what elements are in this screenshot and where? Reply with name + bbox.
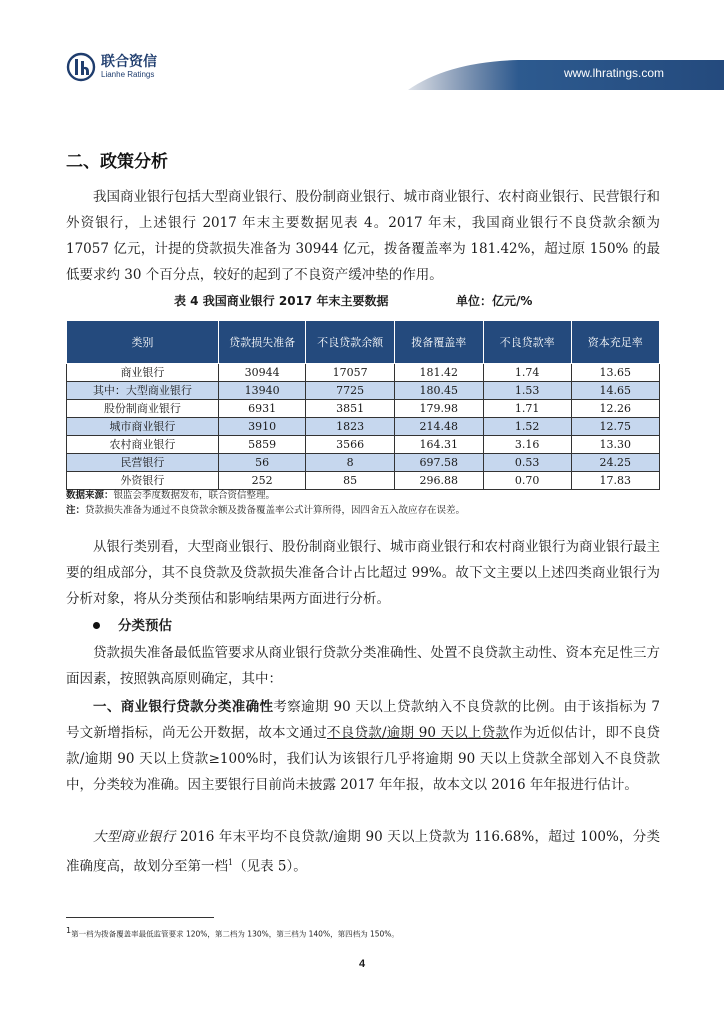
table-row (67, 418, 660, 436)
loan-classification-paragraph (66, 694, 660, 798)
col-header-category: 类别 (67, 321, 219, 364)
paragraph-text: 2016 年末平均不良贷款/逾期 90 天以上贷款为 116.68%，超过 100%，分类准确度高，故划分至第一档 (66, 829, 660, 875)
table-cell: 3910 (218, 418, 306, 436)
table-cell: 其中：大型商业银行 (67, 382, 219, 400)
table-cell: 181.42 (394, 364, 483, 382)
table-cell: 252 (218, 472, 306, 490)
table-cell: 296.88 (394, 472, 483, 490)
brand-name-en: Lianhe Ratings (101, 69, 155, 79)
table-cell: 85 (306, 472, 395, 490)
table-cell: 164.31 (394, 436, 483, 454)
table-row (67, 382, 660, 400)
table-cell: 214.48 (394, 418, 483, 436)
large-bank-paragraph (66, 824, 660, 880)
table-cell: 5859 (218, 436, 306, 454)
website-url[interactable]: www.lhratings.com (563, 66, 664, 80)
table-cell: 3566 (306, 436, 395, 454)
table-note-label: 注： (66, 505, 86, 516)
intro-paragraph: 我国商业银行包括大型商业银行、股份制商业银行、城市商业银行、农村商业银行、民营银行和外资银行，上述银行 2017 年末主要数据见表 4。2017 年末，我国商业银行不良贷款余额为 17057 亿元，计提的贷款损失准备为 30944 亿元，拨备覆盖率为 181.42%，超过原 150% 的最低要求约 30 个百分点，较好的起到了不良资产缓冲垫的作用。 (66, 189, 660, 283)
table-cell: 180.45 (394, 382, 483, 400)
paragraph-text-b: 作为近似估计，即不良贷款/逾期 90 天以上贷款≥100%时，我们认为该银行几乎将逾期 90 天以上贷款全部划入不良贷款中，分类较为准确。因主要银行目前尚未披露 2017 年年报，故本文以 2016 年年报进行估计。 (66, 725, 661, 793)
col-header-capital-adequacy: 资本充足率 (571, 321, 659, 364)
table-cell: 农村商业银行 (67, 436, 219, 454)
table-row (67, 454, 660, 472)
table-cell: 17.83 (571, 472, 659, 490)
table-cell: 3.16 (483, 436, 571, 454)
table-row (67, 436, 660, 454)
paragraph-italic-lead: 大型商业银行 (93, 829, 176, 845)
bullet-heading-label: 分类预估 (118, 618, 172, 634)
table-cell: 1.52 (483, 418, 571, 436)
data-source-label: 数据来源： (66, 490, 114, 501)
table-cell: 1.74 (483, 364, 571, 382)
main-content (66, 150, 661, 875)
table-notes (66, 488, 465, 518)
paragraph-text-a: 考察逾期 90 天以上贷款纳入不良贷款的比例。由于该指标为 7 号文新增指标，尚无公开数据，故本文通过 (66, 699, 661, 741)
footnote-marker: 1 (66, 926, 72, 935)
table-cell: 8 (306, 454, 395, 472)
paragraph-bold-lead: 一、商业银行贷款分类准确性 (93, 699, 274, 715)
table-cell: 13.65 (571, 364, 659, 382)
paragraph-tail: （见表 5）。 (233, 858, 307, 875)
table-row (67, 400, 660, 418)
brand-name-cn: 联合资信 (101, 53, 157, 70)
table-cell: 12.26 (571, 400, 659, 418)
table-cell: 24.25 (571, 454, 659, 472)
page-header (0, 0, 724, 100)
table-unit: 单位：亿元/% (456, 294, 533, 308)
table-cell: 7725 (306, 382, 395, 400)
col-header-npl-balance: 不良贷款余额 (306, 321, 395, 364)
table-cell: 12.75 (571, 418, 659, 436)
col-header-npl-ratio: 不良贷款率 (483, 321, 571, 364)
footnote-reference[interactable]: 1 (228, 858, 234, 867)
footnote-text: 第一档为拨备覆盖率最低监管要求 120%，第二档为 130%，第三档为 140%，第四档为 150%。 (71, 929, 399, 939)
classification-intro-paragraph: 贷款损失准备最低监管要求从商业银行贷款分类准确性、处置不良贷款主动性、资本充足性三方面因素，按照孰高原则确定，其中： (66, 645, 660, 687)
bank-data-table (66, 320, 660, 490)
table-cell: 56 (218, 454, 306, 472)
table-cell: 13.30 (571, 436, 659, 454)
table-cell: 6931 (218, 400, 306, 418)
table-cell: 13940 (218, 382, 306, 400)
footnote (66, 926, 399, 940)
table-cell: 697.58 (394, 454, 483, 472)
table-cell: 城市商业银行 (67, 418, 219, 436)
col-header-loss-reserve: 贷款损失准备 (218, 321, 306, 364)
brand-logo (66, 52, 157, 82)
col-header-provision-coverage: 拨备覆盖率 (394, 321, 483, 364)
data-source-line (66, 488, 465, 503)
table-cell: 1823 (306, 418, 395, 436)
table-header-row (67, 321, 660, 364)
brand-logo-icon (66, 52, 96, 82)
footnote-divider (66, 917, 214, 918)
data-source-text: 银监会季度数据发布，联合资信整理。 (113, 490, 276, 501)
table-cell: 17057 (306, 364, 395, 382)
bullet-dot-icon (93, 622, 100, 629)
table-cell: 股份制商业银行 (67, 400, 219, 418)
table-cell: 0.70 (483, 472, 571, 490)
table-cell: 14.65 (571, 382, 659, 400)
analysis-paragraph: 从银行类别看，大型商业银行、股份制商业银行、城市商业银行和农村商业银行为商业银行最主要的组成部分，其不良贷款及贷款损失准备合计占比超过 99%。故下文主要以上述四类商业银行为分析对象，将从分类预估和影响结果两方面进行分析。 (66, 539, 660, 607)
table-cell: 商业银行 (67, 364, 219, 382)
table-cell: 0.53 (483, 454, 571, 472)
table-note-line (66, 503, 465, 518)
paragraph-underlined-term: 不良贷款/逾期 90 天以上贷款 (327, 725, 510, 741)
table-title: 表 4 我国商业银行 2017 年末主要数据 (174, 294, 389, 308)
table-cell: 3851 (306, 400, 395, 418)
table-note-text: 贷款损失准备为通过不良贷款余额及拨备覆盖率公式计算所得，因四舍五入故应存在误差。 (85, 505, 466, 516)
table-row (67, 364, 660, 382)
section-title: 二、政策分析 (66, 152, 168, 172)
page-number: 4 (358, 958, 366, 970)
table-cell: 外资银行 (67, 472, 219, 490)
table-cell: 民营银行 (67, 454, 219, 472)
table-row (67, 472, 660, 490)
table-cell: 1.53 (483, 382, 571, 400)
table-cell: 179.98 (394, 400, 483, 418)
table-cell: 1.71 (483, 400, 571, 418)
table-cell: 30944 (218, 364, 306, 382)
